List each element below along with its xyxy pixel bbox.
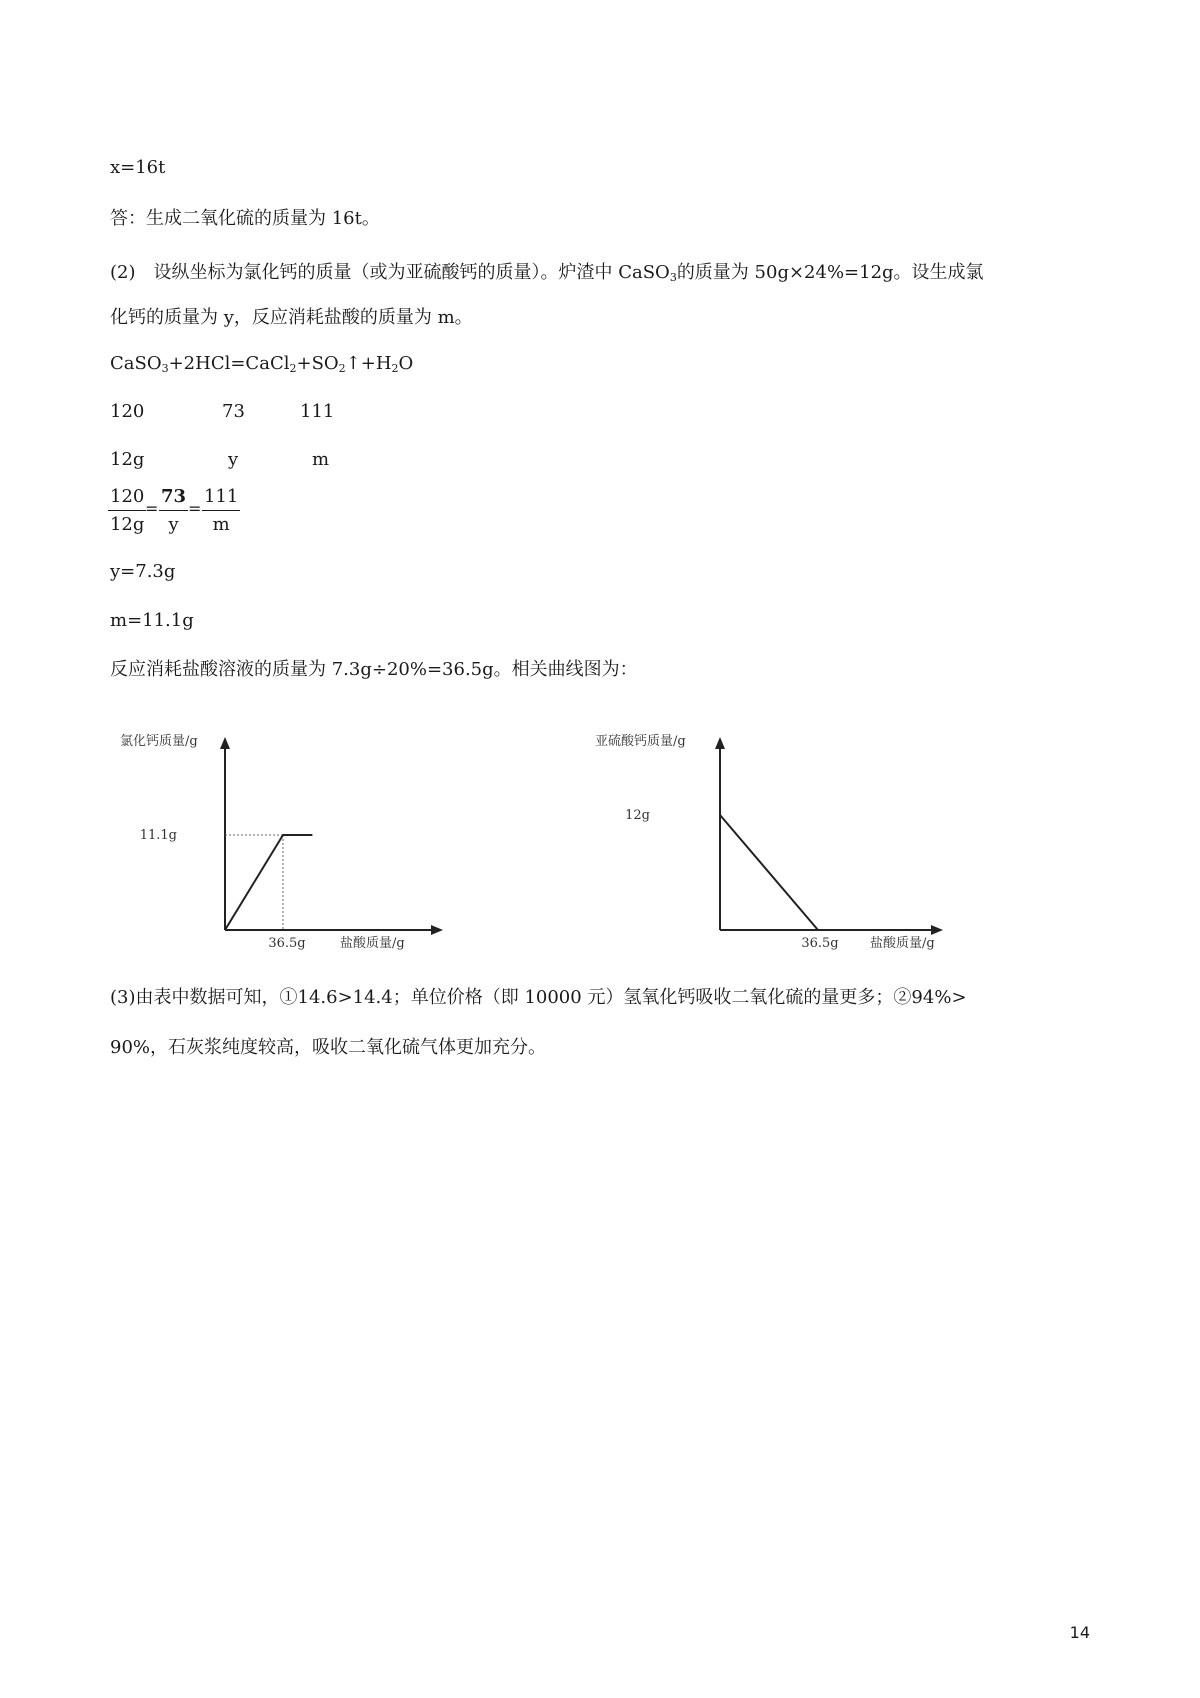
fraction xyxy=(108,484,146,539)
ratio-value: 111 xyxy=(300,401,335,422)
subscript: 3 xyxy=(669,271,677,284)
subscript: 2 xyxy=(289,362,297,375)
ratio-value: m xyxy=(312,449,330,470)
ratio-value: 12g xyxy=(110,449,145,470)
y-tick-label: 12g xyxy=(625,808,650,823)
fraction xyxy=(159,484,188,539)
solution-line: 反应消耗盐酸溶液的质量为 7.3g÷20%=36.5g。相关曲线图为： xyxy=(110,659,638,680)
y-axis-arrow xyxy=(220,737,230,749)
part3-line1: (3)由表中数据可知，①14.6>14.4；单位价格（即 10000 元）氢氧化钙吸收二氧化硫的量更多；②94%> xyxy=(110,987,967,1008)
x-axis-arrow xyxy=(431,925,443,935)
y-axis-arrow xyxy=(715,737,725,749)
eq-part: +2HCl=CaCl xyxy=(168,353,290,374)
y-result: y=7.3g xyxy=(110,561,176,582)
y-axis-label: 亚硫酸钙质量/g xyxy=(595,734,686,749)
equals-sign: = xyxy=(188,499,202,518)
fraction xyxy=(202,484,240,539)
chart-calcium-sulfite xyxy=(590,725,970,960)
y-axis-label: 氯化钙质量/g xyxy=(120,734,198,749)
equals-sign: = xyxy=(145,499,159,518)
part2-line2: 化钙的质量为 y，反应消耗盐酸的质量为 m。 xyxy=(110,307,473,328)
eq-part: +SO xyxy=(296,353,339,374)
fraction-denominator: y xyxy=(168,514,179,535)
fraction-denominator: m xyxy=(212,514,230,535)
subscript: 2 xyxy=(391,362,399,375)
ratio-value: y xyxy=(228,449,239,470)
answer-line: 答：生成二氧化硫的质量为 16t。 xyxy=(110,208,380,229)
x-axis-label: 盐酸质量/g xyxy=(340,936,405,951)
chart-calcium-chloride xyxy=(115,725,455,960)
part3-line2: 90%，石灰浆纯度较高，吸收二氧化硫气体更加充分。 xyxy=(110,1037,547,1058)
fraction-denominator: 12g xyxy=(109,514,145,535)
x-axis-arrow xyxy=(931,925,943,935)
fraction-numerator: 111 xyxy=(202,484,240,511)
eq-part: CaSO xyxy=(110,353,162,374)
fraction-numerator: 120 xyxy=(108,484,146,511)
x-tick-label: 36.5g xyxy=(268,936,306,951)
page-number: 14 xyxy=(1069,1623,1090,1642)
m-result: m=11.1g xyxy=(110,610,194,631)
part2-text-a: (2) 设纵坐标为氯化钙的质量（或为亚硫酸钙的质量）。炉渣中 CaSO xyxy=(110,262,670,283)
ratio-value: 120 xyxy=(110,401,145,422)
y-tick-label: 11.1g xyxy=(139,828,177,843)
part2-line1 xyxy=(110,261,984,290)
subscript: 2 xyxy=(338,362,346,375)
eq-part: ↑+H xyxy=(345,353,392,374)
subscript: 3 xyxy=(161,362,169,375)
data-line xyxy=(720,815,930,930)
chemical-equation xyxy=(110,352,413,381)
ratio-value: 73 xyxy=(222,401,245,422)
data-line xyxy=(225,835,312,930)
eq-part: O xyxy=(398,353,414,374)
part2-text-b: 的质量为 50g×24%=12g。设生成氯 xyxy=(676,262,984,283)
line-x-result: x=16t xyxy=(110,157,166,178)
x-tick-label: 36.5g xyxy=(801,936,839,951)
x-axis-label: 盐酸质量/g xyxy=(870,936,935,951)
fraction-numerator: 73 xyxy=(159,484,188,511)
